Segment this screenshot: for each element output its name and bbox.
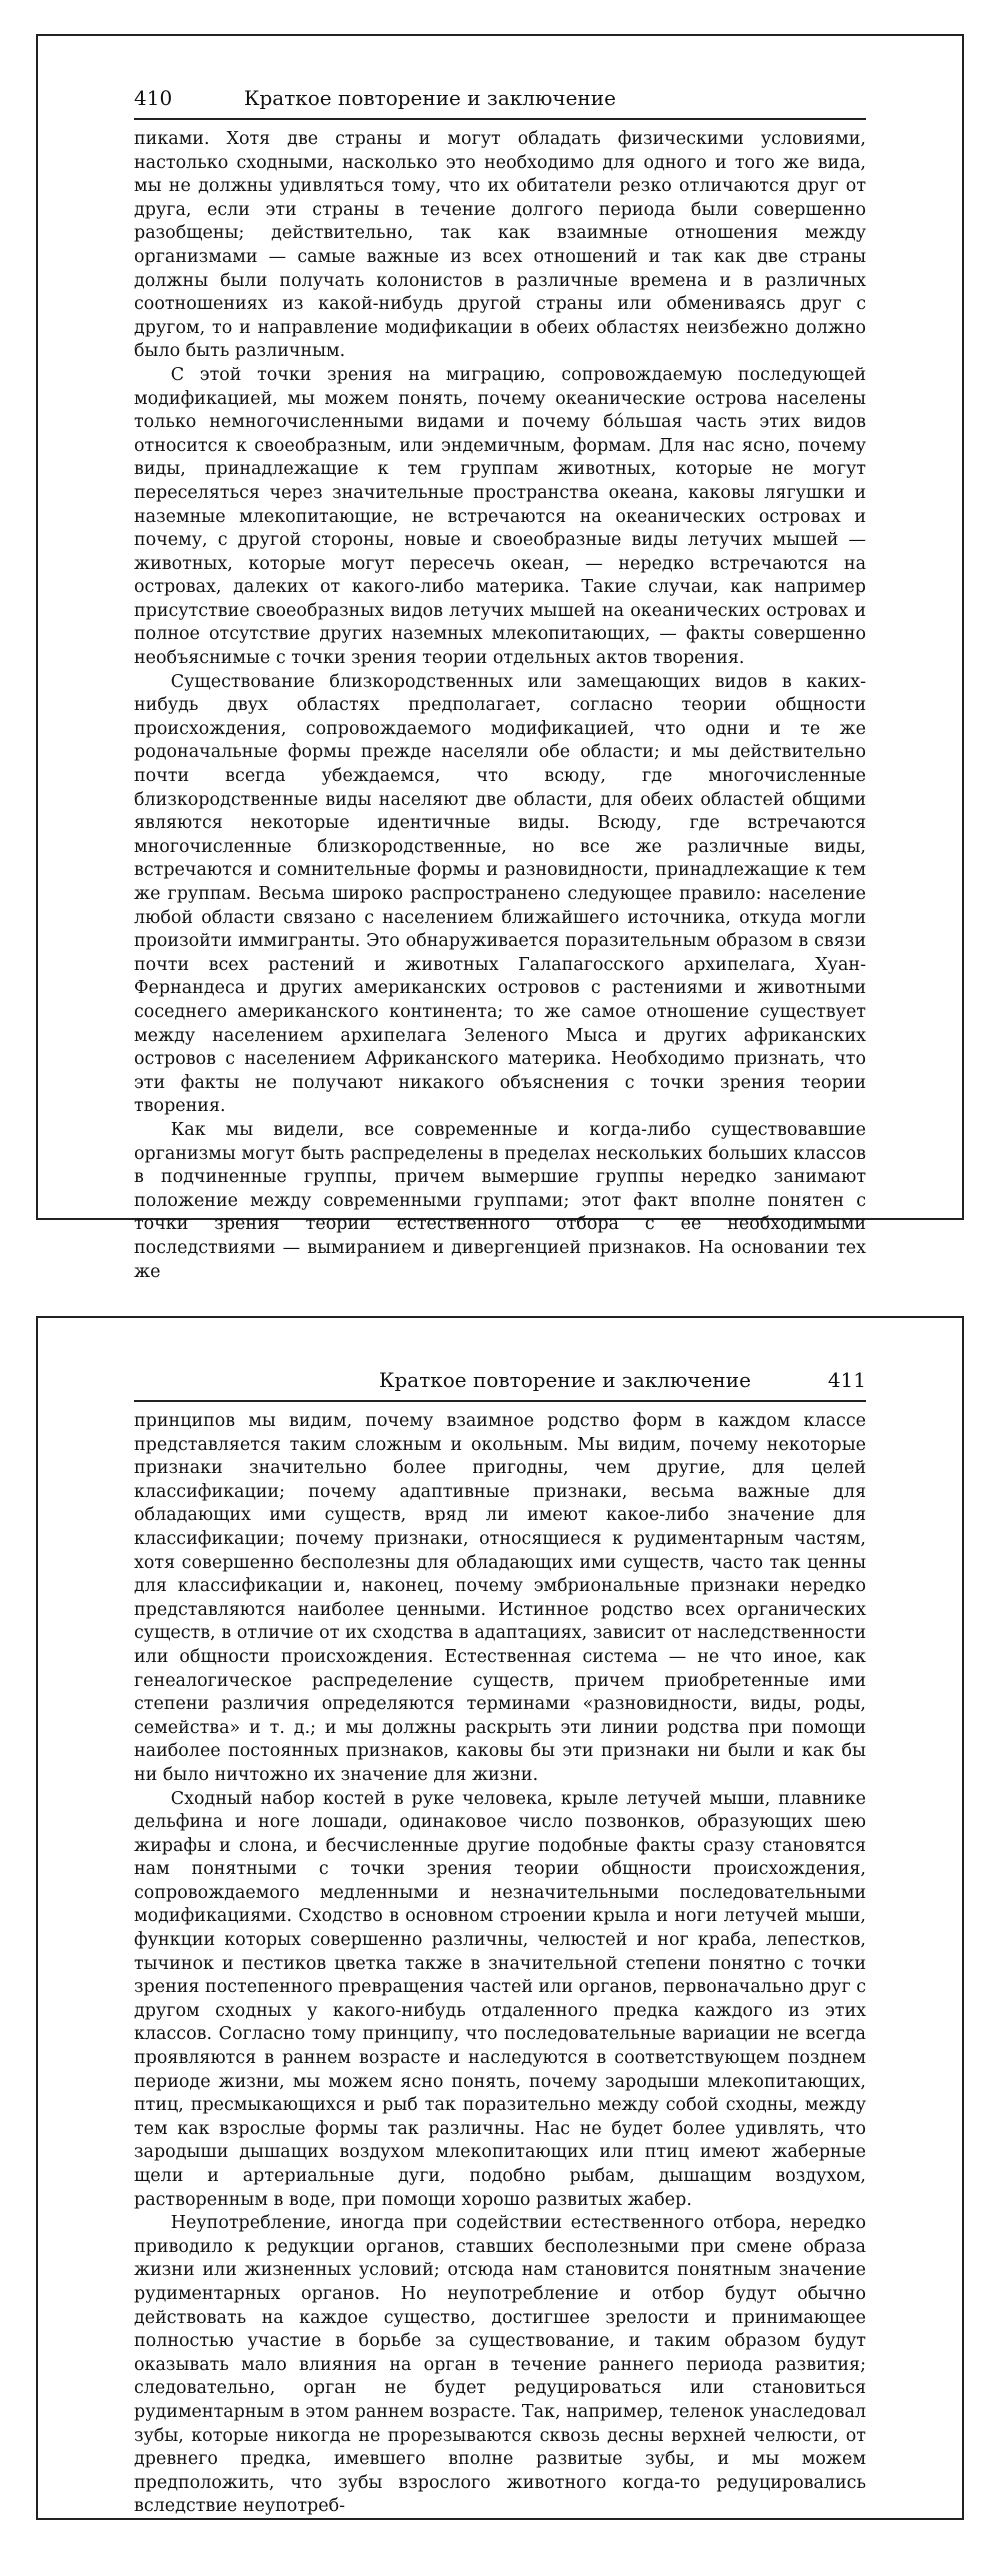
- paragraph: Неупотребление, иногда при содействии естественного отбора, нередко приводило к редукции органов, ставших бесполезными при смене образа жизни или жизненных условий; отсюда нам становится понятным значение рудиментарных органов. Но неупотребление и отбор будут обычно действовать на каждое существо, достигшее зрелости и принимающее полностью участие в борьбе за существование, и таким образом будут оказывать мало влияния на орган в течение раннего периода развития; следовательно, орган не будет редуцироваться или становиться рудиментарным в этом раннем возрасте. Так, например, теленок унаследовал зубы, которые никогда не прорезываются сквозь десны верхней челюсти, от древнего предка, имевшего вполне развитые зубы, и мы можем предположить, что зубы взрослого животного когда-то редуцировались вследствие неупотреб-: [134, 2213, 866, 2517]
- page-number: 410: [134, 86, 173, 110]
- paragraph: Существование близкородственных или замещающих видов в каких-нибудь двух областях предполагает, согласно теории общности происхождения, сопровождаемого модификацией, что одни и те же родоначальные формы прежде населяли обе области; и мы действительно почти всегда убеждаемся, что всюду, где многочисленные близкородственные виды населяют две области, для обеих областей общими являются некоторые идентичные виды. Всюду, где встречаются многочисленные близкородственные, но все же различные виды, встречаются и сомнительные формы и разновидности, принадлежащие к тем же группам. Весьма широко распространено следующее правило: население любой области связано с населением ближайшего источника, откуда могли произойти иммигранты. Это обнаруживается поразительным образом в связи почти всех растений и животных Галапагосского архипелага, Хуан-Фернандеса и других американских островов с растениями и животными соседнего американского континента; то же самое отношение существует между населением архипелага Зеленого Мыса и других африканских островов с населением Африканского материка. Необходимо признать, что эти факты не получают никакого объяснения с точки зрения теории творения.: [134, 671, 866, 1117]
- paragraph: Как мы видели, все современные и когда-либо существовавшие организмы могут быть распределены в пределах нескольких больших классов в подчиненные группы, причем вымершие группы нередко занимают положение между современными группами; этот факт вполне понятен с точки зрения теории естественного отбора с ее необходимыми последствиями — вымиранием и дивергенцией признаков. На основании тех же: [134, 1119, 866, 1282]
- page-body: [134, 1410, 866, 2519]
- paragraph: принципов мы видим, почему взаимное родство форм в каждом классе представляется таким сложным и окольным. Мы видим, почему некоторые признаки значительно более пригодны, чем другие, для целей классификации; почему адаптивные признаки, весьма важные для обладающих ими существ, вряд ли имеют какое-либо значение для классификации; почему признаки, относящиеся к рудиментарным частям, хотя совершенно бесполезны для обладающих ими существ, часто так ценны для классификации и, наконец, почему эмбриональные признаки нередко представляются наиболее ценными. Истинное родство всех органических существ, в отличие от их сходства в адаптациях, зависит от наследственности или общности происхождения. Естественная система — не что иное, как генеалогическое распределение существ, причем приобретенные ими степени различия определяются терминами «разновидности, виды, роды, семейства» и т. д.; и мы должны раскрыть эти линии родства при помощи наиболее постоянных признаков, каковы бы эти признаки ни были и как бы ни было ничтожно их значение для жизни.: [134, 1411, 866, 1785]
- page-number: 411: [827, 1368, 866, 1392]
- paragraph: С этой точки зрения на миграцию, сопровождаемую последующей модификацией, мы можем понять, почему океанические острова населены только немногочисленными видами и почему бо́льшая часть этих видов относится к своеобразным, или эндемичным, формам. Для нас ясно, почему виды, принадлежащие к тем группам животных, которые не могут переселяться через значительные пространства океана, каковы лягушки и наземные млекопитающие, не встречаются на океанических островах и почему, с другой стороны, новые и своеобразные виды летучих мышей — животных, которые могут пересечь океан, — нередко встречаются на островах, далеких от какого-либо материка. Такие случаи, как например присутствие своеобразных видов летучих мышей на океанических островах и полное отсутствие других наземных млекопитающих, — факты совершенно необъяснимые с точки зрения теории отдельных актов творения.: [134, 364, 866, 669]
- running-header: [134, 84, 866, 120]
- paragraph: пиками. Хотя две страны и могут обладать физическими условиями, настолько сходными, насколько это необходимо для одного и того же вида, мы не должны удивляться тому, что их обитатели резко отличаются друг от друга, если эти страны в течение долгого периода были совершенно разобщены; действительно, так как взаимные отношения между организмами — самые важные из всех отношений и так как две страны должны были получать колонистов в различные времена и в различных соотношениях из какой-нибудь другой страны или обмениваясь друг с другом, то и направление модификации в обеих областях неизбежно должно было быть различным.: [134, 129, 866, 362]
- paragraph: Сходный набор костей в руке человека, крыле летучей мыши, плавнике дельфина и ноге лошади, одинаковое число позвонков, образующих шею жирафы и слона, и бесчисленные другие подобные факты сразу становятся нам понятными с точки зрения теории общности происхождения, сопровождаемого медленными и незначительными последовательными модификациями. Сходство в основном строении крыла и ноги летучей мыши, функции которых совершенно различны, челюстей и ног краба, лепестков, тычинок и пестиков цветка также в значительной степени понятно с точки зрения постепенного превращения частей или органов, первоначально друг с другом сходных у какого-нибудь отдаленного предка каждого из этих классов. Согласно тому принципу, что последовательные вариации не всегда проявляются в раннем возрасте и наследуются в соответствующем позднем периоде жизни, мы можем ясно понять, почему зародыши млекопитающих, птиц, пресмыкающихся и рыб так поразительно между собой сходны, между тем как взрослые формы так различны. Нас не будет более удивлять, что зародыши дышащих воздухом млекопитающих или птиц имеют жаберные щели и артериальные дуги, подобно рыбам, дышащим воздухом, растворенным в воде, при помощи хорошо развитых жабер.: [134, 1788, 867, 2210]
- page-411: [36, 1316, 964, 2520]
- running-header: [134, 1366, 866, 1402]
- header-title: Краткое повторение и заключение: [244, 86, 616, 110]
- header-title: Краткое повторение и заключение: [379, 1368, 751, 1392]
- page-410: [36, 34, 964, 1282]
- page-body: [134, 128, 866, 1284]
